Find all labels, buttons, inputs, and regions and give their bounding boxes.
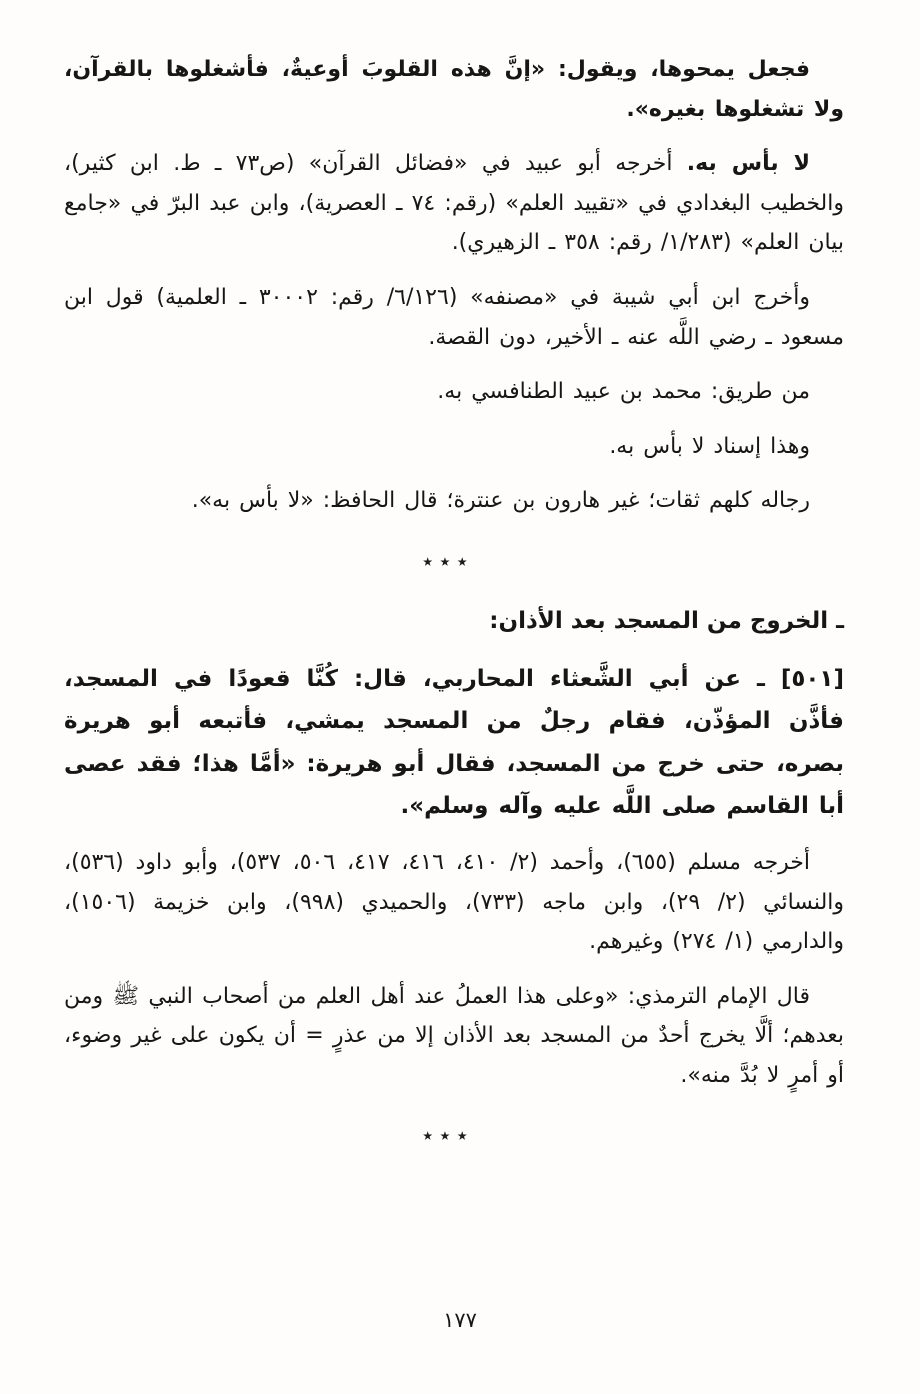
paragraph-tirmidhi-comment: قال الإمام الترمذي: «وعلى هذا العملُ عند أهل العلم من أصحاب النبي ﷺ ومن بعدهم؛ ألَّا يخرج أحدٌ من المسجد بعد الأذان إلا من عذرٍ = أن يكون على غير وضوء، أو أمرٍ لا بُدَّ منه».	[64, 983, 844, 1088]
paragraph-takhrij-501: أخرجه مسلم (٦٥٥)، وأحمد (٢/ ٤١٠، ٤١٦، ٤١٧، ٥٠٦، ٥٣٧)، وأبو داود (٥٣٦)، والنسائي (٢/ ٢٩)، وابن ماجه (٧٣٣)، والحميدي (٩٩٨)، وابن خزيمة (١٥٠٦)، والدارمي (١/ ٢٧٤) وغيرهم.	[64, 849, 845, 955]
paragraph-grading	[64, 144, 844, 263]
paragraph-hadith-501: [٥٠١] ـ عن أبي الشَّعثاء المحاربي، قال: كُنَّا قعودًا في المسجد، فأذَّن المؤذّن، فقام رجلٌ من المسجد يمشي، فأتبعه أبو هريرة بصره، حتى خرج من المسجد، فقال أبو هريرة: «أمَّا هذا؛ فقد عصى أبا القاسم صلى اللَّه عليه وآله وسلم».	[64, 665, 844, 820]
paragraph-isnad-grade: وهذا إسناد لا بأس به.	[609, 433, 810, 459]
section-separator-top: ٭ ٭ ٭	[422, 548, 468, 573]
section-heading: ـ الخروج من المسجد بعد الأذان:	[489, 607, 844, 634]
grading-verdict: لا بأس به.	[686, 151, 811, 177]
paragraph-narrators-note: رجاله كلهم ثقات؛ غير هارون بن عنترة؛ قال الحافظ: «لا بأس به».	[191, 488, 810, 514]
grading-sources: أخرجه أبو عبيد في «فضائل القرآن» (ص٧٣ ـ ط. ابن كثير)، والخطيب البغدادي في «تقييد العلم» (رقم: ٧٤ ـ العصرية)، وابن عبد البرّ في «جامع بيان العلم» (١/٢٨٣/ رقم: ٣٥٨ ـ الزهيري).	[64, 151, 844, 256]
paragraph-ibn-abi-shaybah: وأخرج ابن أبي شيبة في «مصنفه» (٦/١٢٦/ رقم: ٣٠٠٠٢ ـ العلمية) قول ابن مسعود ـ رضي اللَّه عنه ـ الأخير، دون القصة.	[64, 284, 844, 350]
section-separator-bottom: ٭ ٭ ٭	[422, 1123, 468, 1148]
paragraph-isnad-path: من طريق: محمد بن عبيد الطنافسي به.	[437, 379, 810, 405]
page-content	[64, 50, 844, 1147]
paragraph-quote-continuation: فجعل يمحوها، ويقول: «إنَّ هذه القلوبَ أوعيةٌ، فأشغلوها بالقرآن، ولا تشغلوها بغيره».	[64, 57, 844, 122]
page-number: ١٧٧	[443, 1308, 477, 1332]
